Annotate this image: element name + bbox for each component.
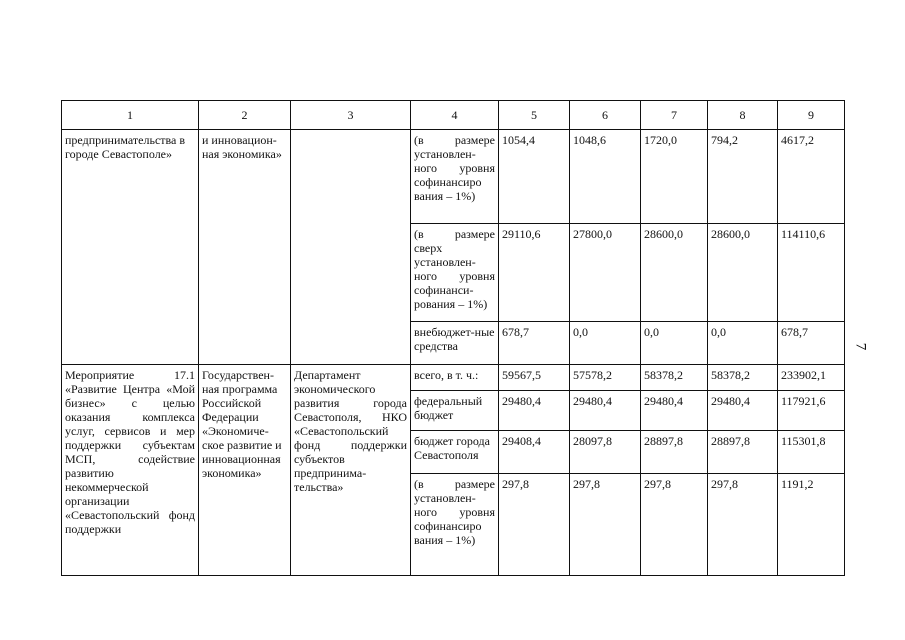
value-cell: 1720,0 [641, 130, 708, 224]
funding-source-cell: бюджет города Севастополя [411, 431, 499, 474]
value-cell: 28097,8 [570, 431, 641, 474]
value-cell: 29480,4 [708, 391, 778, 431]
value-cell: 794,2 [708, 130, 778, 224]
value-cell: 1048,6 [570, 130, 641, 224]
value-cell: 4617,2 [778, 130, 845, 224]
value-cell: 28897,8 [641, 431, 708, 474]
value-cell: 57578,2 [570, 365, 641, 391]
executor-cell [291, 130, 411, 365]
value-cell: 1191,2 [778, 474, 845, 576]
value-cell: 27800,0 [570, 224, 641, 322]
column-number: 1 [62, 101, 199, 130]
value-cell: 58378,2 [641, 365, 708, 391]
value-cell: 114110,6 [778, 224, 845, 322]
activity-name-cell: Мероприятие 17.1 «Развитие Центра «Мой бизнес» с целью оказания комплекса услуг, сервисов и мер поддержки субъектам МСП, содействие развитию некоммерческой организации «Севастопольский фонд поддержки [62, 365, 199, 576]
funding-source-cell: (в размере сверх установлен-ного уровня софинанси-рования – 1%) [411, 224, 499, 322]
value-cell: 28897,8 [708, 431, 778, 474]
program-name-cell: Государствен-ная программа Российской Федерации «Экономиче-ское развитие и инновационная экономика» [199, 365, 291, 576]
value-cell: 0,0 [641, 322, 708, 365]
column-number: 2 [199, 101, 291, 130]
page-number: 7 [852, 342, 869, 351]
value-cell: 29110,6 [499, 224, 570, 322]
table-row [62, 365, 845, 391]
value-cell: 0,0 [570, 322, 641, 365]
value-cell: 678,7 [499, 322, 570, 365]
funding-source-cell: федеральный бюджет [411, 391, 499, 431]
funding-source-cell: (в размере установлен-ного уровня софинансиро вания – 1%) [411, 130, 499, 224]
funding-source-cell: (в размере установлен-ного уровня софинансиро вания – 1%) [411, 474, 499, 576]
funding-source-cell: внебюджет-ные средства [411, 322, 499, 365]
value-cell: 0,0 [708, 322, 778, 365]
program-name-cell: и инновацион-ная экономика» [199, 130, 291, 365]
column-number: 8 [708, 101, 778, 130]
column-number: 9 [778, 101, 845, 130]
funding-source-cell: всего, в т. ч.: [411, 365, 499, 391]
value-cell: 28600,0 [641, 224, 708, 322]
column-number: 7 [641, 101, 708, 130]
value-cell: 678,7 [778, 322, 845, 365]
value-cell: 115301,8 [778, 431, 845, 474]
column-number: 3 [291, 101, 411, 130]
value-cell: 58378,2 [708, 365, 778, 391]
value-cell: 297,8 [570, 474, 641, 576]
value-cell: 29480,4 [641, 391, 708, 431]
activity-name-cell: предпринимательства в городе Севастополе» [62, 130, 199, 365]
executor-cell: Департамент экономического развития города Севастополя, НКО «Севастопольский фонд поддержки субъектов предпринима-тельства» [291, 365, 411, 576]
column-number: 5 [499, 101, 570, 130]
column-number: 6 [570, 101, 641, 130]
value-cell: 59567,5 [499, 365, 570, 391]
value-cell: 297,8 [499, 474, 570, 576]
value-cell: 1054,4 [499, 130, 570, 224]
value-cell: 29480,4 [570, 391, 641, 431]
value-cell: 117921,6 [778, 391, 845, 431]
value-cell: 297,8 [641, 474, 708, 576]
value-cell: 29408,4 [499, 431, 570, 474]
column-number-row [62, 101, 845, 130]
value-cell: 297,8 [708, 474, 778, 576]
budget-table [61, 100, 845, 576]
column-number: 4 [411, 101, 499, 130]
table-row [62, 130, 845, 224]
value-cell: 233902,1 [778, 365, 845, 391]
value-cell: 28600,0 [708, 224, 778, 322]
value-cell: 29480,4 [499, 391, 570, 431]
